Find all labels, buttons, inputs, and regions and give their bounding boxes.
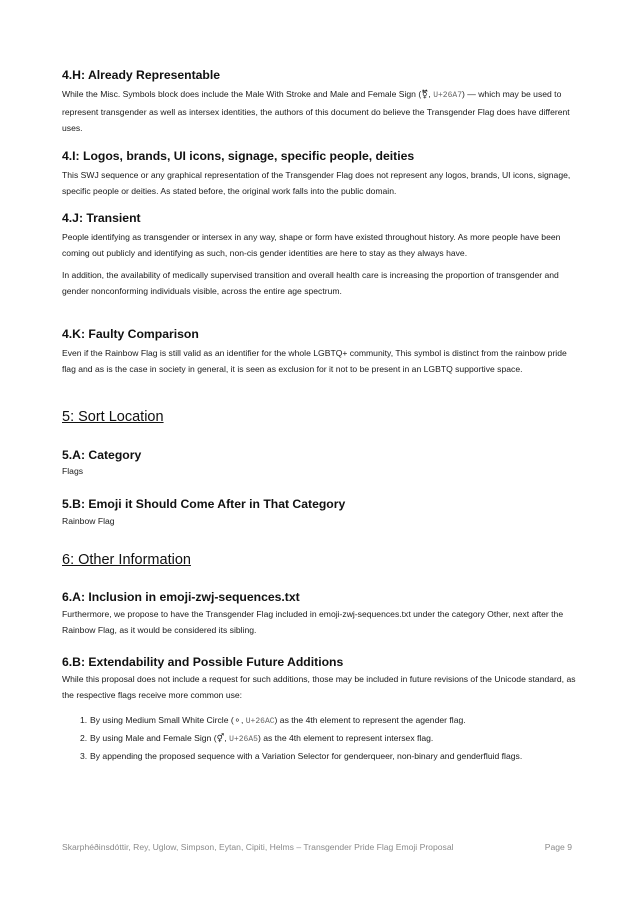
circle-symbol-glyph: ⚬ bbox=[233, 715, 241, 725]
codepoint: U+26A7 bbox=[433, 91, 462, 100]
section-paragraph: In addition, the availability of medically supervised transition and overall health care is increasing the proportion of transgender and gender nonconforming individuals visible, across the entire age spectrum. bbox=[62, 270, 559, 296]
male-female-symbol-glyph: ⚥ bbox=[216, 733, 225, 743]
section-4j bbox=[62, 211, 578, 299]
section-6b bbox=[62, 655, 578, 764]
chapter-heading: 5: Sort Location bbox=[62, 409, 164, 425]
numbered-list bbox=[62, 712, 578, 764]
chapter-heading: 6: Other Information bbox=[62, 552, 191, 568]
section-heading: 6.A: Inclusion in emoji-zwj-sequences.txt bbox=[62, 590, 300, 604]
codepoint: U+26AC bbox=[245, 717, 275, 726]
section-heading: 4.H: Already Representable bbox=[62, 68, 221, 82]
section-paragraph: Even if the Rainbow Flag is still valid as an identifier for the whole LGBTQ+ community, This symbol is distinct from the rainbow pride flag and as is the case in society in general, it is seen as exclusion for it not to be present in an LGBTQ supportive space. bbox=[62, 348, 567, 374]
section-6a bbox=[62, 590, 578, 638]
section-5b bbox=[62, 497, 578, 529]
list-item: 2. By using Male and Female Sign (⚥, U+26A5) as the 4th element to represent intersex flag. bbox=[80, 733, 434, 744]
section-paragraph: Rainbow Flag bbox=[62, 516, 115, 526]
footer-authors: Skarphéðinsdóttir, Rey, Uglow, Simpson, Eytan, Cipiti, Helms – Transgender Pride Flag Emoji Proposal bbox=[62, 842, 454, 852]
section-4i bbox=[62, 149, 578, 199]
section-4h bbox=[62, 68, 578, 136]
section-heading: 6.B: Extendability and Possible Future Additions bbox=[62, 655, 344, 669]
section-paragraph: Flags bbox=[62, 466, 84, 476]
section-paragraph: While the Misc. Symbols block does include the Male With Stroke and Male and Female Sign (⚧, U+26A7) — which may be used to represent transgender as well as intersex identities, the authors of this document do believe the Transgender Flag does have different uses. bbox=[62, 89, 570, 133]
section-paragraph: People identifying as transgender or intersex in any way, shape or form have existed throughout history. As more people have been coming out publicly and identifying as such, non-cis gender identities are here to stay as they always have. bbox=[62, 232, 561, 258]
codepoint: U+26A5 bbox=[229, 735, 258, 744]
section-4k bbox=[62, 327, 578, 377]
page-number: Page 9 bbox=[544, 842, 572, 852]
section-5 bbox=[62, 408, 578, 426]
section-heading: 5.B: Emoji it Should Come After in That Category bbox=[62, 497, 346, 511]
section-5a bbox=[62, 448, 578, 479]
section-heading: 4.I: Logos, brands, UI icons, signage, specific people, deities bbox=[62, 149, 415, 163]
page-footer bbox=[62, 842, 572, 852]
section-heading: 5.A: Category bbox=[62, 448, 142, 462]
transgender-symbol-glyph: ⚧ bbox=[421, 89, 429, 99]
section-6 bbox=[62, 551, 578, 569]
section-paragraph: Furthermore, we propose to have the Transgender Flag included in emoji-zwj-sequences.txt under the category Other, next after the Rainbow Flag, as it would be considered its sibling. bbox=[62, 609, 564, 635]
section-heading: 4.K: Faulty Comparison bbox=[62, 327, 199, 341]
list-item: 1. By using Medium Small White Circle (⚬, U+26AC) as the 4th element to represent the agender flag. bbox=[80, 715, 466, 726]
section-paragraph: While this proposal does not include a request for such additions, those may be included in future revisions of the Unicode standard, as the respective flags receive more common use: bbox=[62, 674, 576, 700]
list-item: 3. By appending the proposed sequence with a Variation Selector for genderqueer, non-binary and genderfluid flags. bbox=[80, 751, 523, 761]
section-paragraph: This SWJ sequence or any graphical representation of the Transgender Flag does not represent any logos, brands, UI icons, signage, specific people or deities. As stated before, the original work falls into the public domain. bbox=[62, 170, 571, 196]
section-heading: 4.J: Transient bbox=[62, 211, 141, 225]
